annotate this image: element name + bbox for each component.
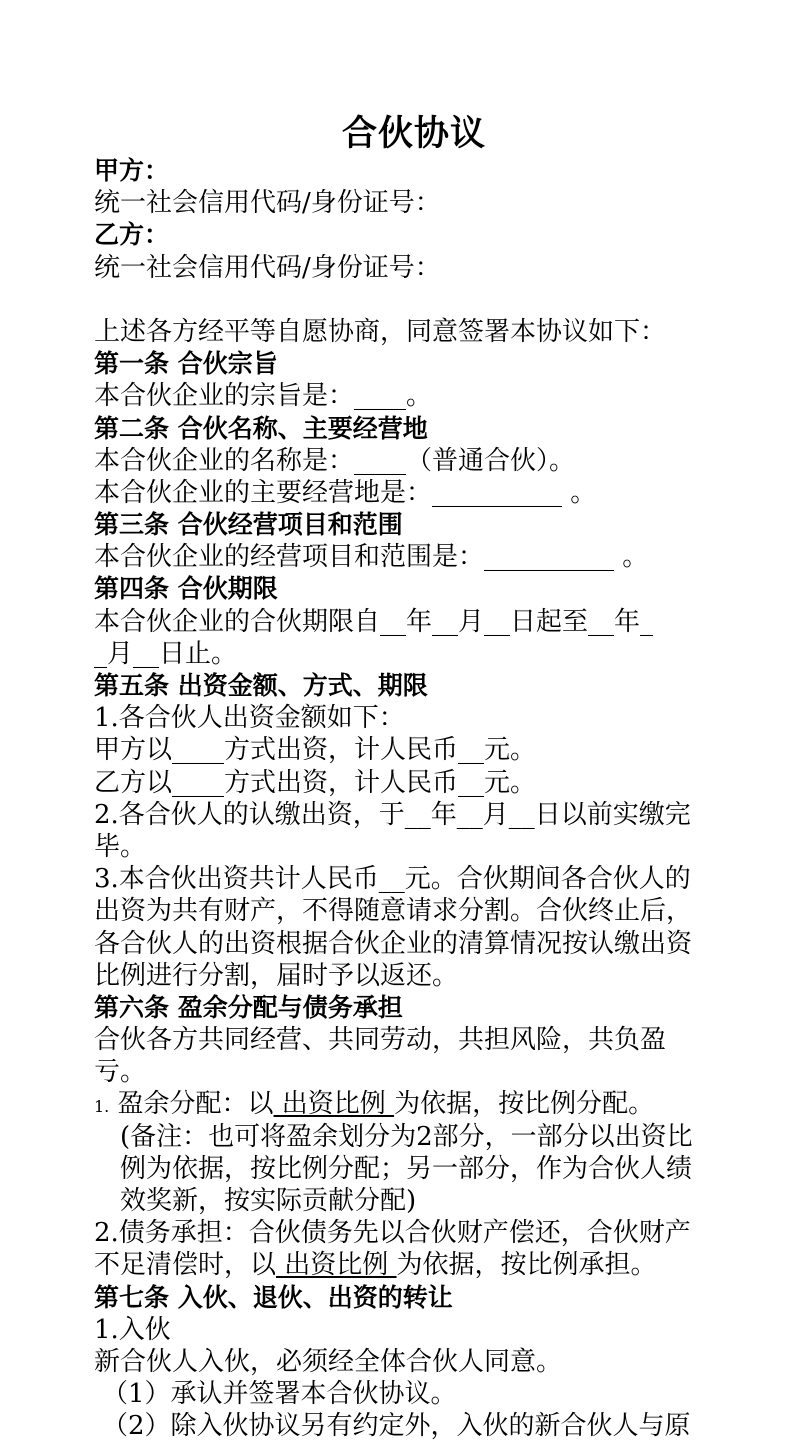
item-text: 为依据，按比例承担。: [396, 1250, 657, 1281]
intro-text: 上述各方经平等自愿协商，同意签署本协议如下：: [94, 316, 667, 347]
article-6-note: (备注：也可将盈余划分为2部分，一部分以出资比: [120, 1121, 693, 1152]
party-a-id-label: 统一社会信用代码/身份证号：: [94, 188, 441, 219]
article-4-text: 本合伙企业的合伙期限自__年__月__日起至__年_: [94, 606, 654, 637]
article-5-text: 甲方以____方式出资，计人民币__元。: [94, 735, 537, 766]
party-b-id-label: 统一社会信用代码/身份证号：: [94, 252, 441, 283]
article-4-heading: 第四条 合伙期限: [94, 574, 278, 604]
article-6-item-1: [94, 1088, 734, 1120]
article-7-text: 1.入伙: [94, 1314, 171, 1345]
article-6-item-2-cont: [94, 1249, 734, 1281]
article-5-text: 出资为共有财产，不得随意请求分割。合伙终止后，: [94, 896, 693, 927]
article-6-note: 例为依据，按比例分配；另一部分，作为合伙人绩: [120, 1153, 693, 1184]
item-text: 盈余分配：以: [109, 1089, 274, 1120]
article-6-text: 合伙各方共同经营、共同劳动，共担风险，共负盈: [94, 1025, 667, 1056]
article-4-text: _月__日止。: [94, 638, 238, 669]
article-7-text: （2）除入伙协议另有约定外，入伙的新合伙人与原: [102, 1411, 691, 1442]
article-5-text: 各合伙人的出资根据合伙企业的清算情况按认缴出资: [94, 928, 693, 959]
item-text: 为依据，按比例分配。: [394, 1089, 655, 1120]
item-number: 1.: [94, 1097, 110, 1117]
article-6-heading: 第六条 盈余分配与债务承担: [94, 992, 403, 1022]
spacer: [94, 284, 734, 316]
article-2-heading: 第二条 合伙名称、主要经营地: [94, 413, 428, 443]
party-a-label: 甲方：: [94, 156, 170, 185]
article-6-text: 亏。: [94, 1057, 147, 1088]
document-page: [94, 0, 734, 1442]
item-text: 不足清偿时，以: [94, 1250, 277, 1281]
underlined-basis: 出资比例: [276, 1250, 397, 1281]
article-7-heading: 第七条 入伙、退伙、出资的转让: [94, 1282, 453, 1312]
article-1-heading: 第一条 合伙宗旨: [94, 349, 278, 379]
article-1-text: 本合伙企业的宗旨是：____。: [94, 381, 433, 412]
page-title: 合伙协议: [341, 114, 486, 154]
article-6-item-2: 2.债务承担：合伙债务先以合伙财产偿还，合伙财产: [94, 1218, 691, 1249]
article-5-text: 2.各合伙人的认缴出资，于__年__月__日以前实缴完: [94, 799, 691, 830]
article-5-text: 毕。: [94, 831, 147, 862]
party-b-label: 乙方：: [94, 220, 170, 250]
article-3-heading: 第三条 合伙经营项目和范围: [94, 510, 403, 540]
article-7-text: 新合伙人入伙，必须经全体合伙人同意。: [94, 1346, 563, 1377]
article-5-text: 1.各合伙人出资金额如下：: [94, 703, 405, 734]
underlined-basis: 出资比例: [273, 1089, 395, 1120]
article-3-text: 本合伙企业的经营项目和范围是：__________ 。: [94, 542, 649, 573]
article-7-text: （1）承认并签署本合伙协议。: [102, 1379, 457, 1410]
article-6-note: 效奖新，按实际贡献分配): [120, 1186, 417, 1216]
document-body: [94, 155, 734, 1443]
article-2-text: 本合伙企业的名称是：____（普通合伙）。: [94, 445, 576, 476]
article-5-heading: 第五条 出资金额、方式、期限: [94, 671, 428, 700]
article-5-text: 3.本合伙出资共计人民币__元。合伙期间各合伙人的: [94, 864, 691, 895]
article-5-text: 乙方以____方式出资，计人民币__元。: [94, 767, 537, 798]
article-2-text: 本合伙企业的主要经营地是：__________ 。: [94, 477, 597, 508]
article-5-text: 比例进行分割，届时予以返还。: [94, 960, 459, 991]
